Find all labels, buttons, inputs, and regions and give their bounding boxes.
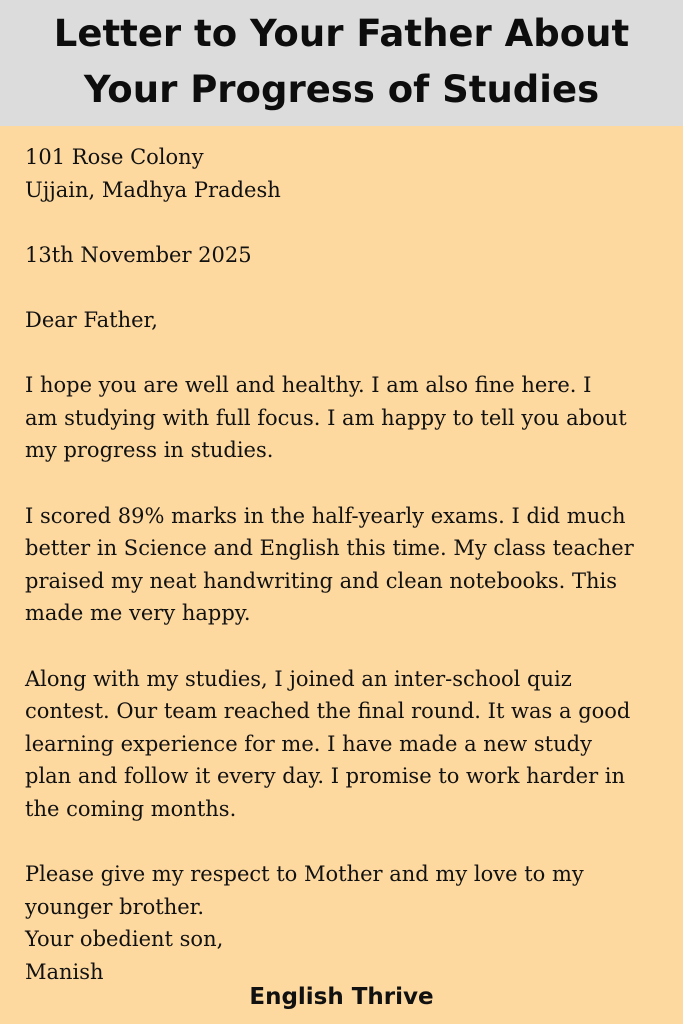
signature-name: Manish [25, 959, 104, 984]
letter-date: 13th November 2025 [25, 242, 252, 267]
paragraph-line: I hope you are well and healthy. I am also fine here. I [25, 373, 592, 398]
paragraph-line: Along with my studies, I joined an inter-school quiz [25, 666, 572, 691]
paragraph-line: praised my neat handwriting and clean notebooks. This [25, 568, 618, 593]
paragraph-line: made me very happy. [25, 601, 251, 626]
brand-footer: English Thrive [249, 984, 434, 1010]
paragraph-activities [25, 663, 665, 826]
paragraph-line: learning experience for me. I have made a new study [25, 731, 592, 756]
paragraph-line: the coming months. [25, 796, 237, 821]
signoff: Your obedient son, [25, 927, 224, 952]
paragraph-line: contest. Our team reached the final round. It was a good [25, 699, 631, 724]
paragraph-line: am studying with full focus. I am happy to tell you about [25, 405, 627, 430]
paragraph-line: Please give my respect to Mother and my love to my [25, 862, 584, 887]
paragraph-line: plan and follow it every day. I promise to work harder in [25, 764, 626, 789]
paragraph-line: my progress in studies. [25, 438, 274, 463]
paragraph-line: better in Science and English this time. My class teacher [25, 536, 634, 561]
paragraph-greeting [25, 369, 665, 467]
paragraph-line: I scored 89% marks in the half-yearly exams. I did much [25, 503, 626, 528]
salutation: Dear Father, [25, 307, 158, 332]
title-banner [0, 0, 683, 126]
page-title-line-2: Your Progress of Studies [83, 68, 600, 111]
paragraph-line: younger brother. [25, 894, 205, 919]
address-line: Ujjain, Madhya Pradesh [25, 177, 281, 202]
closing-paragraph [25, 858, 665, 923]
address-line: 101 Rose Colony [25, 145, 204, 169]
page-title-line-1: Letter to Your Father About [53, 12, 630, 55]
sender-address [25, 141, 665, 206]
paragraph-exam-results [25, 500, 665, 630]
letter-body [25, 141, 665, 988]
